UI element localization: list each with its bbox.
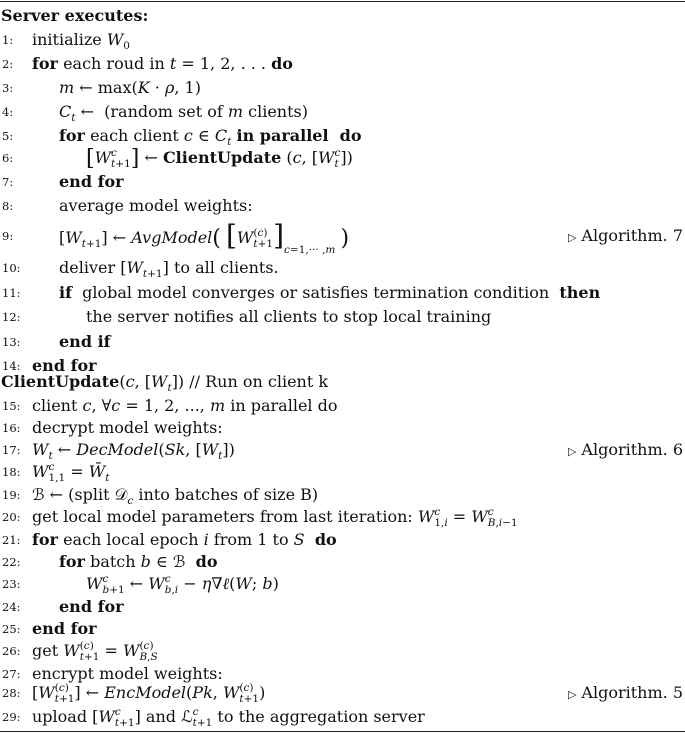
line-text: ℬ ← (split 𝒟$_c$ into batches of size B): [32, 485, 319, 507]
algorithm-comment: ▷ Algorithm. 5: [567, 683, 683, 702]
line-text: get local model parameters from last iteration: W c 1,i = W c B,i−1: [32, 506, 518, 529]
line-text: client c, ∀c = 1, 2, ..., m in parallel do: [32, 396, 338, 415]
line-number: 16:: [2, 421, 21, 435]
line-text: $W_t$ ← DecModel(Sk, $[W_t]$): [32, 440, 235, 462]
line-number: 8:: [2, 199, 14, 213]
line-text: if global model converges or satisfies termination condition then: [59, 283, 601, 302]
line-text: [W (c) t+1 ] ← EncModel(Pk, W (c) t+1 ): [32, 682, 266, 705]
line-number: 6:: [2, 151, 14, 165]
line-number: 23:: [2, 577, 21, 591]
triangle-icon: ▷: [567, 231, 577, 244]
line-text: for each client c ∈ $C_t$ in parallel do: [59, 126, 362, 148]
top-rule: [0, 1, 685, 2]
line-number: 7:: [2, 175, 14, 189]
line-number: 1:: [2, 33, 14, 47]
line-text: end for: [32, 619, 97, 638]
triangle-icon: ▷: [567, 688, 577, 701]
line-number: 18:: [2, 465, 21, 479]
line-text: W c 1,1 = $W̄_t$: [32, 461, 110, 484]
line-text: for batch b ∈ ℬ do: [59, 552, 218, 571]
algorithm-comment: ▷ Algorithm. 6: [567, 440, 683, 459]
server-header: Server executes:: [1, 6, 149, 25]
line-text: encrypt model weights:: [32, 664, 223, 683]
line-number: 22:: [2, 555, 21, 569]
line-text: $C_t$ ← (random set of m clients): [59, 102, 308, 124]
line-number: 4:: [2, 105, 14, 119]
line-number: 9:: [2, 229, 14, 243]
line-text: the server notifies all clients to stop local training: [86, 307, 492, 326]
line-text: end if: [59, 332, 111, 351]
line-text: for each roud in t = 1, 2, . . . do: [32, 54, 293, 73]
line-number: 10:: [2, 261, 21, 275]
line-text: for each local epoch i from 1 to S do: [32, 530, 337, 549]
line-number: 26:: [2, 644, 21, 658]
line-number: 5:: [2, 129, 14, 143]
line-text: upload [W c t+1 ] and ℒ c t+1 to the aggregation server: [32, 706, 425, 729]
line-number: 29:: [2, 710, 21, 724]
line-text: end for: [59, 172, 124, 191]
line-number: 20:: [2, 510, 21, 524]
line-text: W c b+1 ← W c b,i − η∇ℓ(W; b): [86, 573, 279, 596]
line-text: end for: [32, 356, 97, 375]
line-number: 14:: [2, 359, 21, 373]
line-number: 24:: [2, 600, 21, 614]
line-number: 25:: [2, 622, 21, 636]
line-number: 2:: [2, 57, 14, 71]
triangle-icon: ▷: [567, 445, 577, 458]
line-number: 13:: [2, 335, 21, 349]
algorithm-comment: ▷ Algorithm. 7: [567, 226, 683, 245]
line-number: 11:: [2, 286, 21, 300]
line-text: $[W_{t+1}]$ ← AvgModel( [W (c) t+1 ]$_{c=1,\cdot\cdot\cdot ,m}$ ): [59, 219, 350, 256]
line-number: 27:: [2, 667, 21, 681]
line-number: 19:: [2, 488, 21, 502]
client-update-header: ClientUpdate(c, $[W_t]$) // Run on client k: [1, 372, 329, 394]
line-text: initialize $W_0$: [32, 30, 130, 52]
line-number: 17:: [2, 443, 21, 457]
line-text: deliver $[W_{t+1}]$ to all clients.: [59, 258, 279, 280]
line-text: end for: [59, 597, 124, 616]
bottom-rule: [0, 731, 685, 732]
line-text: get W (c) t+1 = W (c) B,S: [32, 640, 158, 663]
line-number: 3:: [2, 81, 14, 95]
line-number: 21:: [2, 533, 21, 547]
line-text: average model weights:: [59, 196, 253, 215]
line-text: decrypt model weights:: [32, 418, 223, 437]
line-number: 28:: [2, 686, 21, 700]
line-text: m ← max(K · ρ, 1): [59, 78, 201, 97]
line-text: [W c t+1 ] ← ClientUpdate (c, [W c t ]): [86, 146, 353, 171]
line-number: 15:: [2, 399, 21, 413]
line-number: 12:: [2, 310, 21, 324]
